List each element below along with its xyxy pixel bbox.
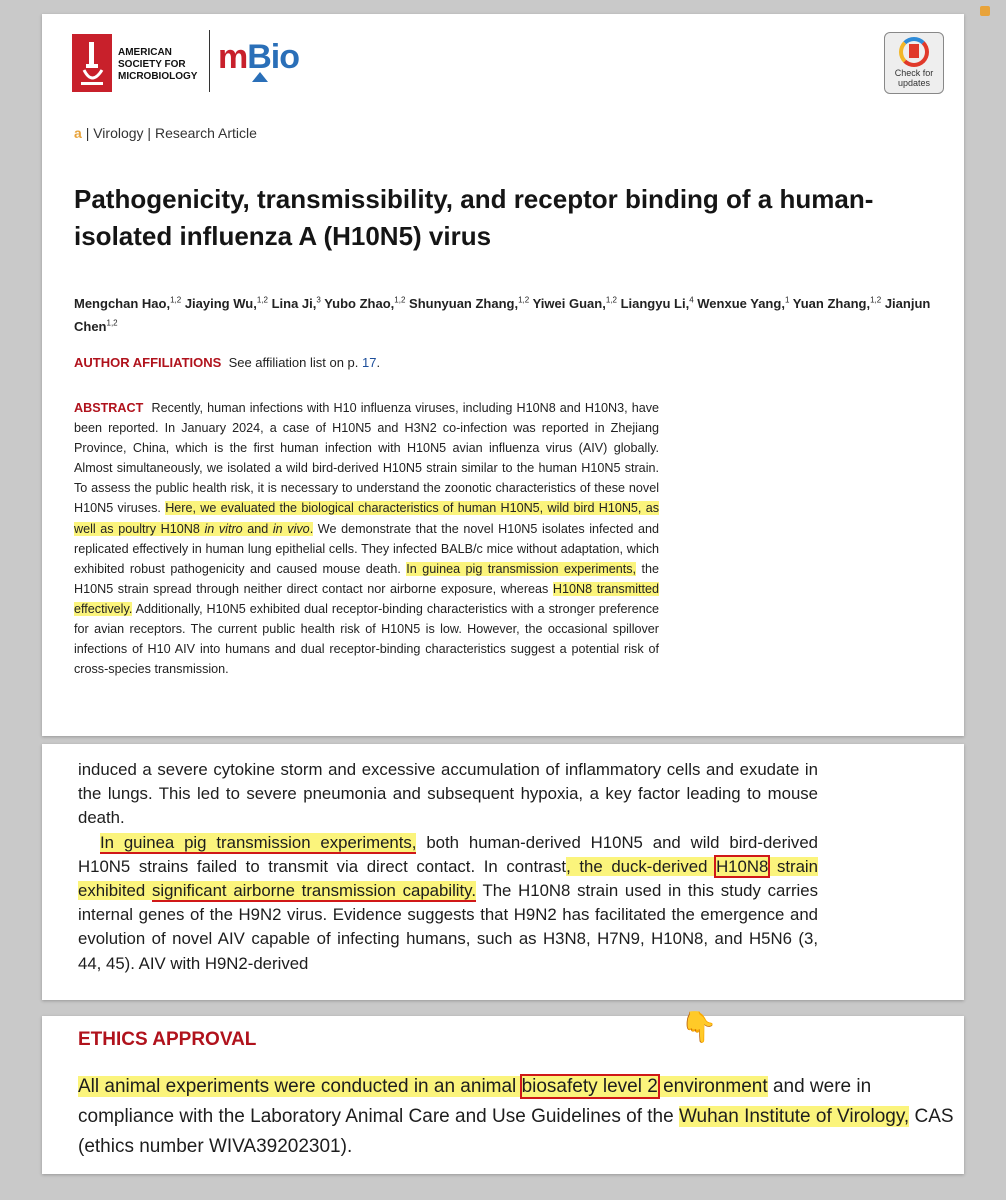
author[interactable]: Jianjun Chen$^{1,2}$ [74,296,931,334]
author[interactable]: Shunyuan Zhang,$^{1,2}$ [409,296,530,312]
highlighted-text: H10N8 transmitted effectively. [74,581,660,616]
affiliations-text: See affiliation list on p. [228,355,359,370]
highlighted-text: Here, we evaluated the biological characteristics of human H10N5, wild bird H10N5, as well as poultry H10N8 in vitro and in vivo. [74,501,660,536]
mbio-triangle-icon [252,72,268,82]
author-affiliations: AUTHOR AFFILIATIONS See affiliation list on p. 17. [74,355,381,370]
author[interactable]: Lina Ji,$^3$ [271,296,321,312]
boxed-highlighted-text: biosafety level 2 [521,1076,658,1097]
breadcrumb [74,125,257,141]
asm-logo-text: AMERICAN SOCIETY FOR MICROBIOLOGY [118,47,198,82]
paper-title: Pathogenicity, transmissibility, and receptor binding of a human-isolated influenza A (H10N5) virus [74,184,874,251]
affiliations-page-link[interactable]: 17 [362,355,377,370]
underlined-text: significant airborne transmission capability. [151,881,476,901]
abstract-label: ABSTRACT [74,401,144,415]
abstract: ABSTRACT Recently, human infections with H10 influenza viruses, including H10N8 and H10N3, have been reported. In January 2024, a case of H10N5 and H3N2 co-infection was reported in Zhejiang Province, China, which is the first human infection with H10N5 avian influenza virus (AIV) globally. Almost simultaneously, we isolated a wild bird-derived H10N5 strain similar to the human H10N5 strain. To assess the public health risk, it is necessary to understand the zoonotic characteristics of these novel H10N5 viruses. Here, we evaluated the biological characteristics of human H10N5, wild bird H10N5, as well as poultry H10N8 in vitro and in vivo. We demonstrate that the novel H10N5 isolates infected and replicated effectively in human lung epithelial cells. They infected BALB/c mice without adaptation, which exhibited robust pathogenicity and caused mouse death. In guinea pig transmission experiments, the H10N5 strain spread through neither direct contact nor airborne exposure, whereas H10N8 transmitted effectively. Additionally, H10N5 exhibited dual receptor-binding characteristics with a stronger preference for avian receptors. The current public health risk of H10N5 is low. However, the occasional spillover infections of H10 AIV into humans and dual receptor-binding characteristics suggest a potential risk of cross-species transmission. [74,401,660,677]
author[interactable]: Yubo Zhao,$^{1,2}$ [324,296,406,312]
boxed-text: H10N8 [716,856,769,876]
ethics-heading: ETHICS APPROVAL [78,1029,257,1050]
share-icon[interactable] [980,6,990,16]
article-header-panel [42,14,964,736]
results-paragraph: induced a severe cytokine storm and excessive accumulation of inflammatory cells and exudate in the lungs. This led to severe pneumonia and subsequent hypoxia, a key factor leading to mouse death. In guinea pig transmission experiments, both human-derived H10N5 and wild bird-derived H10N5 strains failed to transmit via direct contact. In contrast, the duck-derived H10N8 strain exhibited significant airborne transmission capability. The H10N8 strain used in this study carries internal genes of the H9N2 virus. Evidence suggests that H9N2 has facilitated the emergence and evolution of novel AIV capable of infecting humans, such as H3N8, H7N9, H10N8, and H5N6 (3, 44, 45). AIV with H9N2-derived [78,760,819,973]
logo-divider [209,30,210,92]
highlighted-text: environment [663,1076,768,1097]
check-for-updates-button[interactable]: Check for updates [884,32,944,94]
author[interactable]: Jiaying Wu,$^{1,2}$ [184,296,268,312]
ethics-statement: All animal experiments were conducted in an animal biosafety level 2 environment and were in compliance with the Laboratory Animal Care and Use Guidelines of the Wuhan Institute of Virology, CAS (ethics number WIVA39202301). [78,1076,954,1157]
crossmark-icon [899,37,929,67]
pointing-hand-icon: 👇 [680,1011,718,1044]
highlighted-text: Wuhan Institute of Virology, [678,1106,910,1127]
highlighted-text: All animal experiments were conducted in an animal [78,1076,517,1097]
results-excerpt-panel [42,744,964,1000]
author[interactable]: Liangyu Li,$^4$ [620,296,694,312]
breadcrumb-text: | Virology | Research Article [85,125,257,141]
author[interactable]: Wenxue Yang,$^1$ [697,296,790,312]
author[interactable]: Yuan Zhang,$^{1,2}$ [792,296,882,312]
affiliations-label: AUTHOR AFFILIATIONS [74,355,222,370]
ethics-approval-panel [42,1011,964,1174]
highlighted-text: , the duck-derived H10N8 strain exhibited significant airborne transmission capability. [78,856,818,901]
open-access-icon: a [74,125,82,141]
asm-logo-icon [72,34,112,92]
highlighted-underlined-text: In guinea pig transmission experiments, [100,832,417,852]
author[interactable]: Mengchan Hao,$^{1,2}$ [74,296,182,312]
author-list [74,291,954,336]
author[interactable]: Yiwei Guan,$^{1,2}$ [532,296,617,312]
highlighted-text: In guinea pig transmission experiments, [406,561,637,576]
mbio-logo: mBio [218,38,310,86]
